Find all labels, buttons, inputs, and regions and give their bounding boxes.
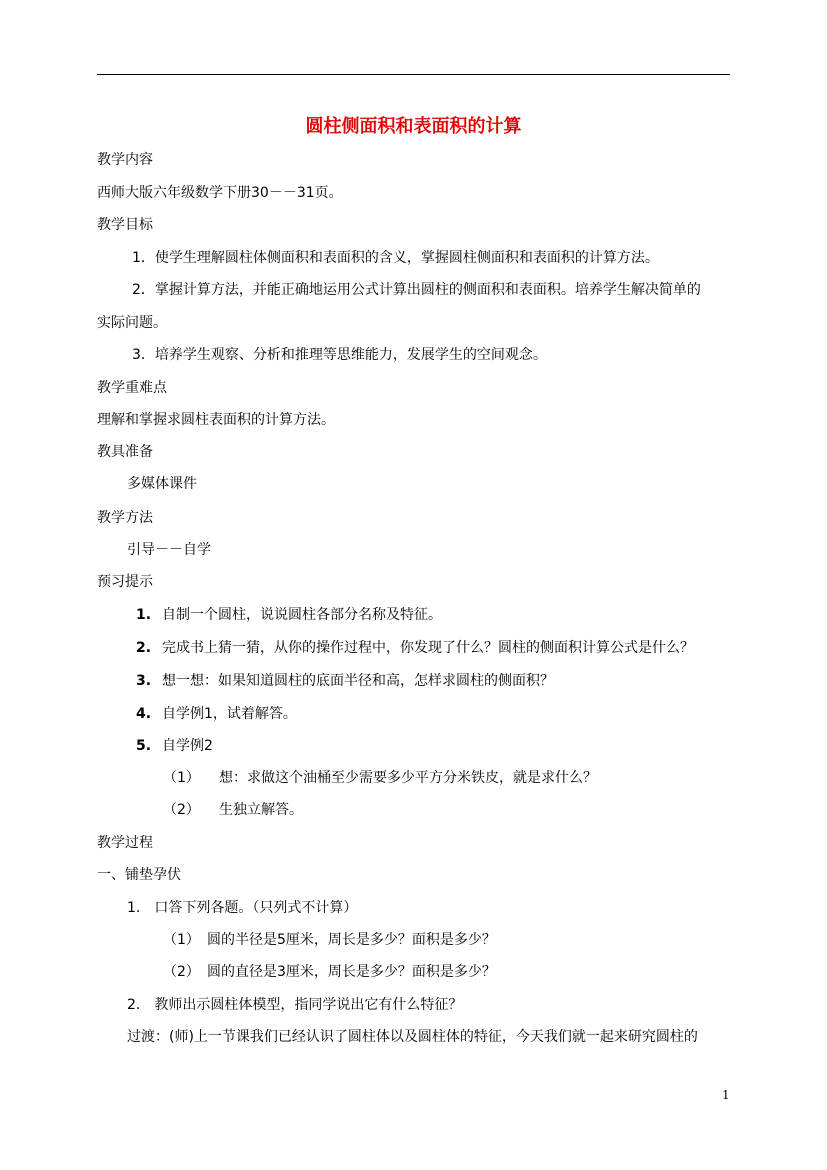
item-number: 2.: [136, 640, 152, 656]
subitem-number: （1）: [163, 770, 200, 786]
method-heading: 教学方法: [97, 510, 153, 526]
tools-text: 多媒体课件: [127, 476, 197, 492]
subitem-text: 想：求做这个油桶至少需要多少平方分米铁皮，就是求什么？: [219, 770, 597, 786]
item-number: 5.: [136, 738, 152, 754]
item-text: 想一想：如果知道圆柱的底面半径和高，怎样求圆柱的侧面积？: [162, 673, 554, 689]
method-text: 引导－－自学: [127, 542, 211, 558]
preview-heading: 预习提示: [97, 574, 153, 590]
preview-item: [136, 605, 442, 625]
header-rule: [97, 74, 730, 75]
subitem-text: 圆的直径是3厘米，周长是多少？面积是多少？: [207, 964, 496, 980]
section-1-subitem: [163, 962, 496, 982]
goal-1: 1．使学生理解圆柱体侧面积和表面积的含义，掌握圆柱侧面积和表面积的计算方法。: [132, 250, 659, 266]
section-1-heading: 一、铺垫孕伏: [97, 867, 181, 883]
preview-item: [136, 704, 297, 724]
section-1-item-1: 1. 口答下列各题。（只列式不计算）: [127, 900, 358, 916]
section-1-subitem: [163, 930, 496, 950]
item-text: 自制一个圆柱，说说圆柱各部分名称及特征。: [162, 607, 442, 623]
item-text: 完成书上猜一猜，从你的操作过程中，你发现了什么？圆柱的侧面积计算公式是什么？: [162, 640, 694, 656]
preview-item: [136, 736, 213, 756]
subitem-number: （2）: [163, 802, 200, 818]
subitem-text: 圆的半径是5厘米，周长是多少？面积是多少？: [207, 932, 496, 948]
process-heading: 教学过程: [97, 835, 153, 851]
item-text: 自学例2: [162, 738, 213, 754]
preview-subitem: [163, 768, 597, 788]
goals-heading: 教学目标: [97, 217, 153, 233]
subitem-text: 生独立解答。: [219, 802, 303, 818]
goal-2-line-2: 实际问题。: [97, 315, 167, 331]
content-text: 西师大版六年级数学下册30－－31页。: [97, 185, 343, 201]
item-number: 1.: [136, 607, 152, 623]
content-heading: 教学内容: [97, 152, 153, 168]
transition-text: 过渡：(师)上一节课我们已经认识了圆柱体以及圆柱体的特征，今天我们就一起来研究圆柱的: [127, 1029, 698, 1045]
goal-3: 3．培养学生观察、分析和推理等思维能力，发展学生的空间观念。: [132, 347, 547, 363]
subitem-number: （2）: [163, 964, 200, 980]
key-text: 理解和掌握求圆柱表面积的计算方法。: [97, 412, 335, 428]
section-1-item-2: 2. 教师出示圆柱体模型，指同学说出它有什么特征？: [127, 997, 463, 1013]
preview-item: [136, 638, 694, 658]
page-number: 1: [722, 1088, 730, 1102]
goal-2-line-1: 2．掌握计算方法，并能正确地运用公式计算出圆柱的侧面积和表面积。培养学生解决简单的: [132, 282, 701, 298]
key-heading: 教学重难点: [97, 380, 167, 396]
subitem-number: （1）: [163, 932, 200, 948]
preview-item: [136, 671, 554, 691]
preview-subitem: [163, 800, 303, 820]
item-text: 自学例1，试着解答。: [162, 706, 297, 722]
page-title: 圆柱侧面积和表面积的计算: [305, 116, 522, 137]
tools-heading: 教具准备: [97, 444, 153, 460]
item-number: 4.: [136, 706, 152, 722]
item-number: 3.: [136, 673, 152, 689]
